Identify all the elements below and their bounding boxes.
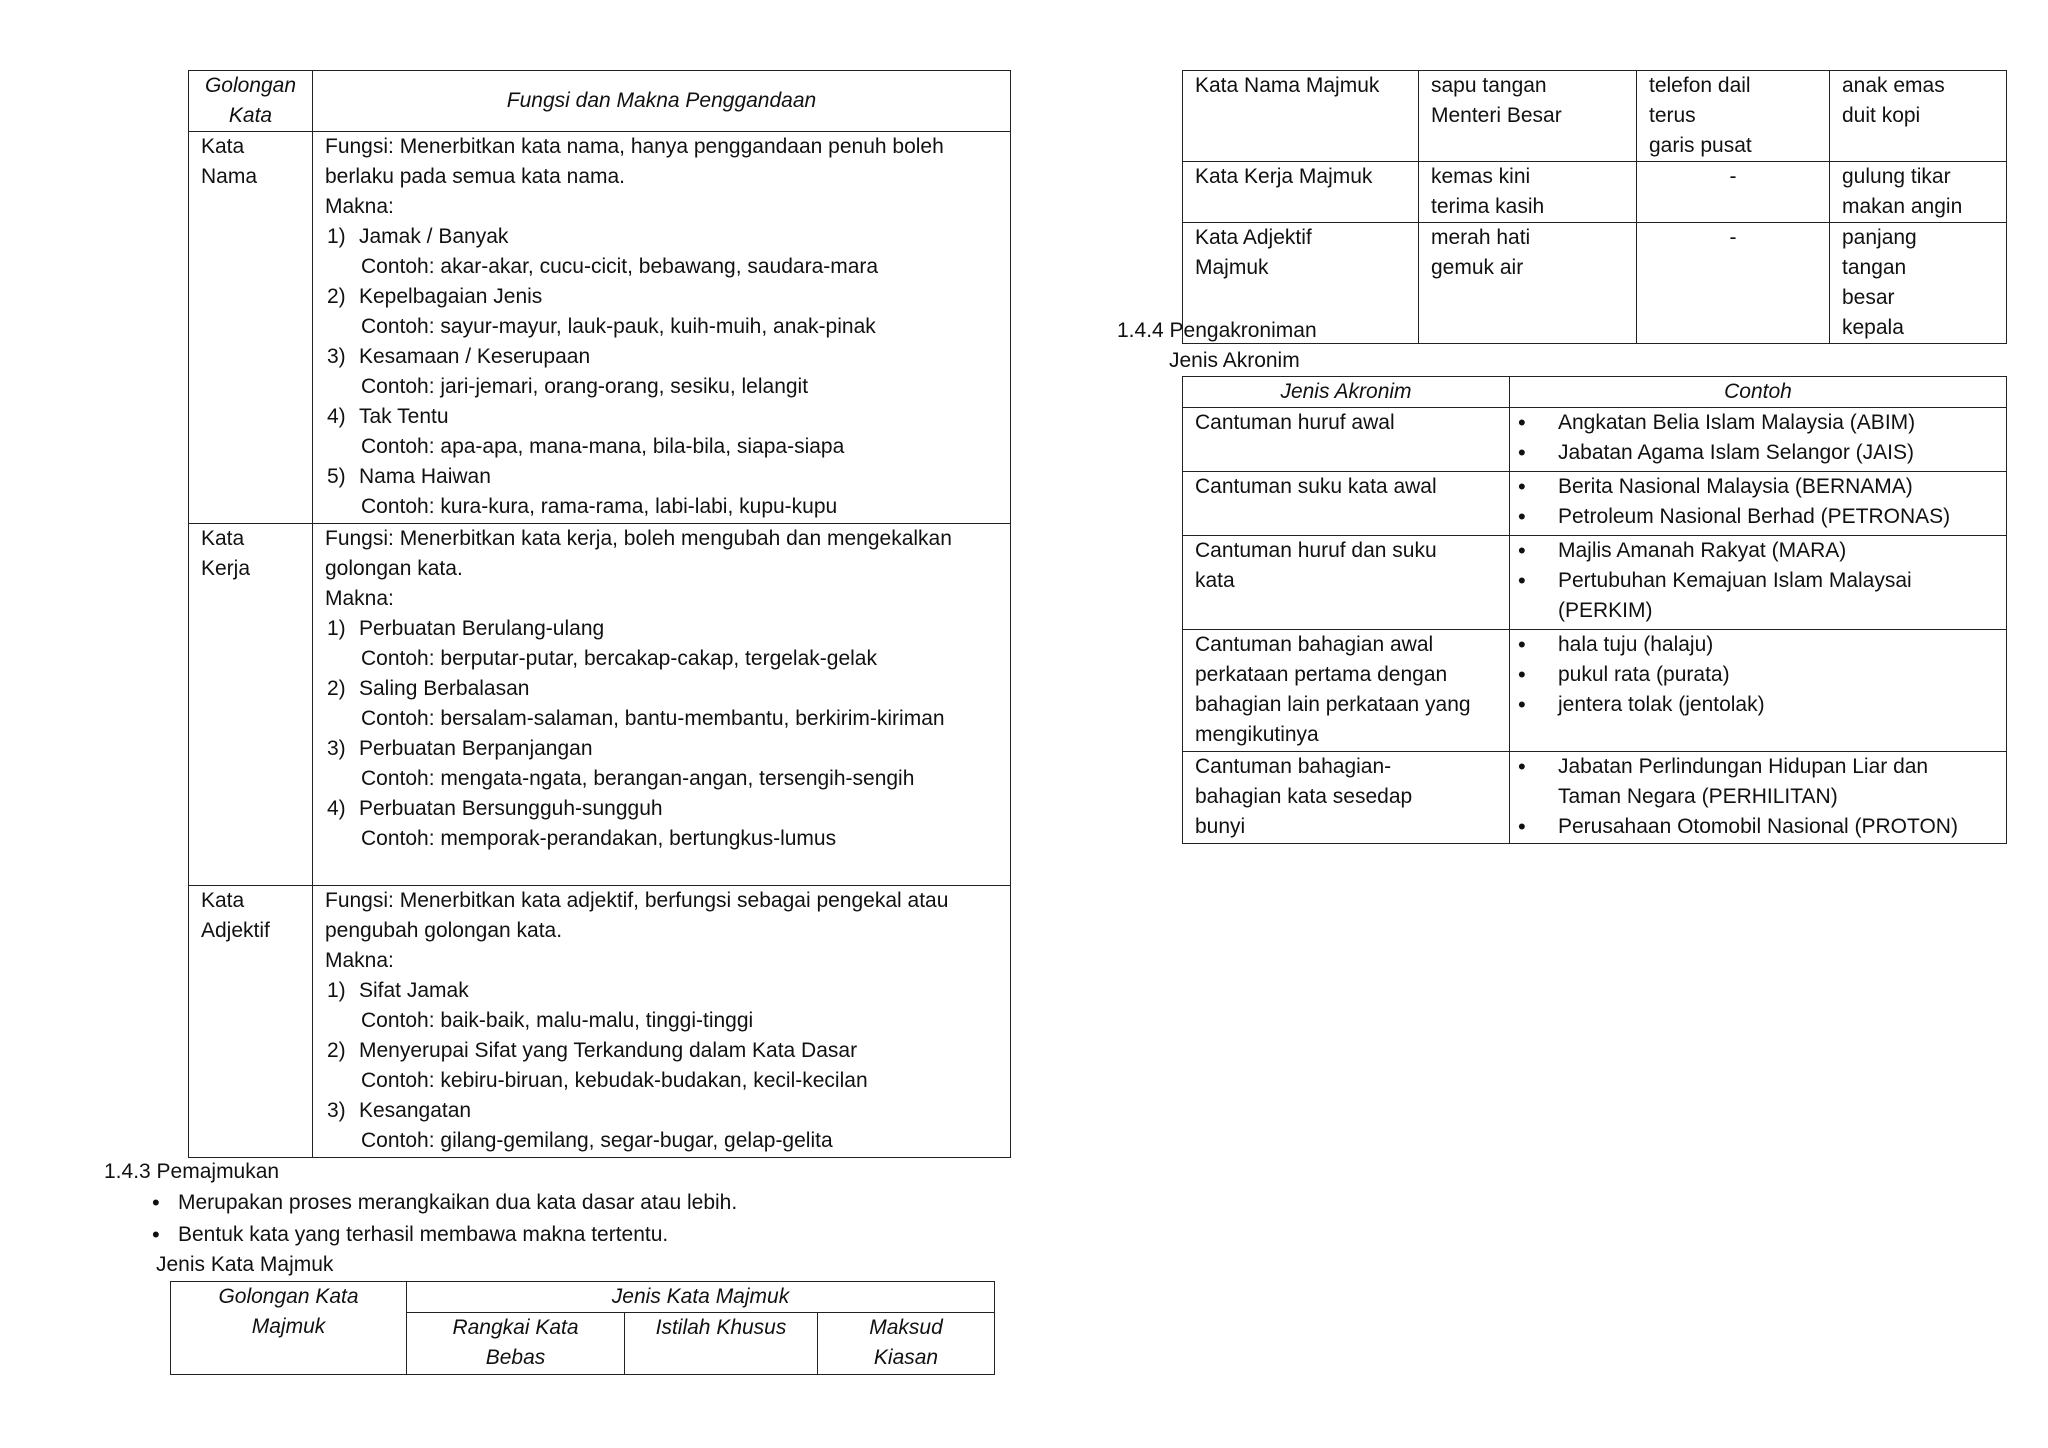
contoh-text: Contoh: kura-kura, rama-rama, labi-labi, kupu-kupu [361, 495, 838, 518]
subheading-jenis-akronim: Jenis Akronim [1169, 349, 1300, 372]
jenis-akronim-header: Jenis Akronim [1183, 377, 1510, 408]
istilah-khusus-header: Istilah Khusus [625, 1313, 818, 1375]
list-item: 2) Menyerupai Sifat yang Terkandung dalam Kata Dasar [327, 1039, 858, 1062]
jenis-cell: Cantuman suku kata awal [1183, 472, 1510, 536]
kata-majmuk-table [1182, 70, 2007, 344]
istilah-cell: - [1637, 162, 1830, 223]
list-item: • Angkatan Belia Islam Malaysia (ABIM) [1510, 408, 2006, 438]
makna-label: Makna: [325, 587, 394, 610]
subheading-jenis-kata-majmuk: Jenis Kata Majmuk [156, 1253, 334, 1276]
jenis-cell: Cantuman huruf awal [1183, 408, 1510, 472]
list-item: • Majlis Amanah Rakyat (MARA) [1510, 536, 1996, 566]
list-item: • Bentuk kata yang terhasil membawa makna tertentu. [144, 1220, 984, 1250]
fungsi-cell [313, 524, 1011, 886]
contoh-header: Contoh [1510, 377, 2007, 408]
rangkai-cell: merah hati gemuk air [1419, 223, 1637, 344]
golongan-cell: Kata Adjektif [189, 886, 313, 1158]
makna-list [325, 976, 1000, 1156]
section-heading-144: 1.4.4 Pengakroniman [1117, 319, 1317, 342]
table-header-golongan: Golongan Kata [189, 71, 313, 132]
makna-label: Makna: [325, 195, 394, 218]
list-item: • pukul rata (purata) [1510, 660, 2006, 690]
kiasan-cell: anak emas duit kopi [1830, 71, 2007, 162]
fungsi-text: Fungsi: Menerbitkan kata nama, hanya penggandaan penuh boleh berlaku pada semua kata nama. [325, 135, 944, 188]
list-item: 5) Nama Haiwan [327, 465, 491, 488]
contoh-text: Contoh: memporak-perandakan, bertungkus-lumus [361, 827, 837, 850]
table-row [189, 524, 1011, 886]
rangkai-cell: kemas kini terima kasih [1419, 162, 1637, 223]
list-item: 2) Saling Berbalasan [327, 677, 530, 700]
contoh-text: Contoh: berputar-putar, bercakap-cakap, tergelak-gelak [361, 647, 877, 670]
makna-label: Makna: [325, 949, 394, 972]
fungsi-text: Fungsi: Menerbitkan kata kerja, boleh mengubah dan mengekalkan golongan kata. [325, 527, 952, 580]
table-row [1183, 162, 2007, 223]
list-item: • Jabatan Perlindungan Hidupan Liar dan Taman Negara (PERHILITAN) [1510, 752, 1996, 812]
akronim-table [1182, 376, 2007, 844]
fungsi-cell [313, 886, 1011, 1158]
contoh-text: Contoh: mengata-ngata, berangan-angan, tersengih-sengih [361, 767, 915, 790]
contoh-cell [1510, 752, 2007, 844]
table-row [1183, 630, 2007, 752]
contoh-cell [1510, 408, 2007, 472]
contoh-cell [1510, 472, 2007, 536]
table-row [1183, 752, 2007, 844]
list-item: • Petroleum Nasional Berhad (PETRONAS) [1510, 502, 2006, 532]
maksud-kiasan-header: Maksud Kiasan [818, 1313, 995, 1375]
table-row [1183, 408, 2007, 472]
table-row [1183, 71, 2007, 162]
table-row [189, 886, 1011, 1158]
contoh-text: Contoh: gilang-gemilang, segar-bugar, gelap-gelita [361, 1129, 833, 1152]
table-header-fungsi: Fungsi dan Makna Penggandaan [313, 71, 1011, 132]
contoh-text: Contoh: akar-akar, cucu-cicit, bebawang, saudara-mara [361, 255, 879, 278]
fungsi-text: Fungsi: Menerbitkan kata adjektif, berfungsi sebagai pengekal atau pengubah golongan kata. [325, 889, 949, 942]
list-item: • jentera tolak (jentolak) [1510, 690, 2006, 720]
fungsi-cell [313, 132, 1011, 524]
contoh-text: Contoh: apa-apa, mana-mana, bila-bila, siapa-siapa [361, 435, 845, 458]
golongan-kata-majmuk-header: Golongan Kata Majmuk [171, 1282, 407, 1375]
contoh-text: Contoh: kebiru-biruan, kebudak-budakan, kecil-kecilan [361, 1069, 868, 1092]
kata-majmuk-header-table [170, 1281, 995, 1375]
contoh-cell [1510, 536, 2007, 630]
list-item: 4) Tak Tentu [327, 405, 449, 428]
list-item: • Berita Nasional Malaysia (BERNAMA) [1510, 472, 2006, 502]
istilah-cell: - [1637, 223, 1830, 344]
contoh-cell [1510, 630, 2007, 752]
list-item: • hala tuju (halaju) [1510, 630, 2006, 660]
list-item: • Jabatan Agama Islam Selangor (JAIS) [1510, 438, 2006, 468]
row-label: Kata Adjektif Majmuk [1183, 223, 1419, 344]
table-row [1183, 536, 2007, 630]
list-item: • Merupakan proses merangkaikan dua kata dasar atau lebih. [144, 1188, 984, 1218]
table-row [1183, 472, 2007, 536]
section-heading-143: 1.4.3 Pemajmukan [104, 1160, 280, 1183]
golongan-cell: Kata Kerja [189, 524, 313, 886]
list-item: 1) Sifat Jamak [327, 979, 469, 1002]
makna-list [325, 614, 980, 854]
jenis-cell: Cantuman bahagian-bahagian kata sesedap bunyi [1183, 752, 1510, 844]
list-item: 3) Kesamaan / Keserupaan [327, 345, 591, 368]
list-item: 1) Perbuatan Berulang-ulang [327, 617, 605, 640]
jenis-cell: Cantuman huruf dan suku kata [1183, 536, 1510, 630]
contoh-text: Contoh: sayur-mayur, lauk-pauk, kuih-muih, anak-pinak [361, 315, 876, 338]
list-item: 3) Kesangatan [327, 1099, 472, 1122]
table-row [189, 132, 1011, 524]
rangkai-cell: sapu tangan Menteri Besar [1419, 71, 1637, 162]
list-item: 3) Perbuatan Berpanjangan [327, 737, 593, 760]
makna-list [325, 222, 1000, 522]
kiasan-cell: panjang tangan besar kepala [1830, 223, 2007, 344]
rangkai-kata-bebas-header: Rangkai Kata Bebas [407, 1313, 625, 1375]
jenis-cell: Cantuman bahagian awal perkataan pertama dengan bahagian lain perkataan yang mengikutinya [1183, 630, 1510, 752]
list-item: 4) Perbuatan Bersungguh-sungguh [327, 797, 663, 820]
row-label: Kata Kerja Majmuk [1183, 162, 1419, 223]
row-label: Kata Nama Majmuk [1183, 71, 1419, 162]
contoh-text: Contoh: jari-jemari, orang-orang, sesiku, lelangit [361, 375, 809, 398]
list-item: 1) Jamak / Banyak [327, 225, 509, 248]
contoh-text: Contoh: baik-baik, malu-malu, tinggi-tinggi [361, 1009, 754, 1032]
golongan-cell: Kata Nama [189, 132, 313, 524]
contoh-text: Contoh: bersalam-salaman, bantu-membantu, berkirim-kiriman [361, 707, 945, 730]
pemajmukan-bullets [144, 1188, 984, 1250]
kiasan-cell: gulung tikar makan angin [1830, 162, 2007, 223]
list-item: 2) Kepelbagaian Jenis [327, 285, 543, 308]
istilah-cell: telefon dail terus garis pusat [1637, 71, 1830, 162]
penggandaan-table [188, 70, 1011, 1158]
list-item: • Perusahaan Otomobil Nasional (PROTON) [1510, 812, 1996, 842]
jenis-kata-majmuk-header: Jenis Kata Majmuk [407, 1282, 995, 1313]
list-item: • Pertubuhan Kemajuan Islam Malaysai (PERKIM) [1510, 566, 1996, 626]
